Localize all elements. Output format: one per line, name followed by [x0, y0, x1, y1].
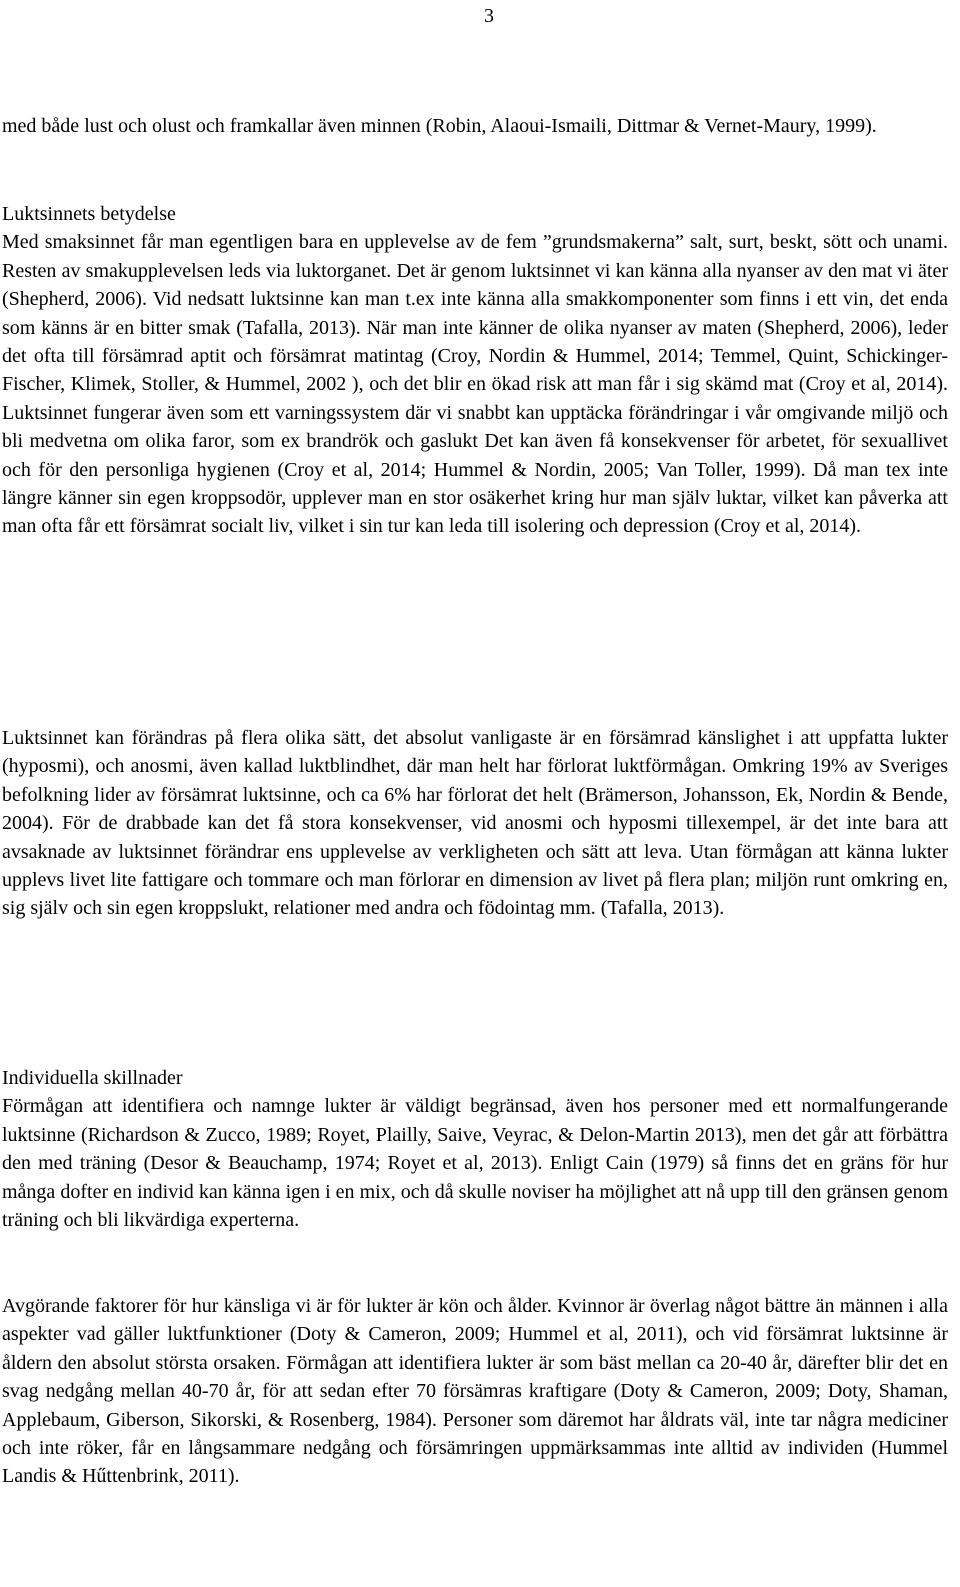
body-paragraph: Luktsinnet kan förändras på flera olika sätt, det absolut vanligaste är en försämrad känslighet i att uppfatta lukter (hyposmi), och anosmi, även kallad luktblindhet, där man helt har förlorat luktförmågan. Omkring 19% av Sveriges befolkning lider av försämrat luktsinne, och ca 6% har förlorat det helt (Brämerson, Johansson, Ek, Nordin & Bende, 2004). För de drabbade kan det få stora konsekvenser, vid anosmi och hyposmi tillexempel, är det inte bara att avsaknade av luktsinnet förändrar ens upplevelse av verkligheten och sätt att leva. Utan förmågan att känna lukter upplevs livet lite fattigare och tommare och man förlorar en dimension av livet på flera plan; miljön runt omkring en, sig själv och sin egen kroppslukt, relationer med andra och födointag mm. (Tafalla, 2013).: [2, 727, 948, 920]
body-paragraph: Förmågan att identifiera och namnge lukter är väldigt begränsad, även hos personer med ett normalfungerande luktsinne (Richardson & Zucco, 1989; Royet, Plailly, Saive, Veyrac, & Delon-Martin 2013), men det går att förbättra den med träning (Desor & Beauchamp, 1974; Royet et al, 2013). Enligt Cain (1979) så finns det en gräns för hur många dofter en individ kan känna igen i en mix, och då skulle noviser ha möjlighet att nå upp till den gränsen genom träning och bli likvärdiga experterna.: [2, 1095, 948, 1232]
section-luktsinnets-betydelse: [2, 200, 948, 541]
intro-paragraph: med både lust och olust och framkallar även minnen (Robin, Alaoui-Ismaili, Dittmar & Vernet-Maury, 1999).: [2, 115, 877, 137]
body-paragraph: Med smaksinnet får man egentligen bara en upplevelse av de fem ”grundsmakerna” salt, surt, beskt, sött och unami. Resten av smakupplevelsen leds via luktorganet. Det är genom luktsinnet vi kan känna alla nyanser av den mat vi äter (Shepherd, 2006). Vid nedsatt luktsinne kan man t.ex inte känna alla smakkomponenter som finns i ett vin, det enda som känns är en bitter smak (Tafalla, 2013). När man inte känner de olika nyanser av maten (Shepherd, 2006), leder det ofta till försämrad aptit och försämrat matintag (Croy, Nordin & Hummel, 2014; Temmel, Quint, Schickinger-Fischer, Klimek, Stoller, & Hummel, 2002 ), och det blir en ökad risk att man får i sig skämd mat (Croy et al, 2014). Luktsinnet fungerar även som ett varningssystem där vi snabbt kan upptäcka förändringar i vår omgivande miljö och bli medvetna om olika faror, som ex brandrök och gaslukt Det kan även få konsekvenser för arbetet, för sexuallivet och för den personliga hygienen (Croy et al, 2014; Hummel & Nordin, 2005; Van Toller, 1999). Då man tex inte längre känner sin egen kroppsodör, upplever man en stor osäkerhet kring hur man själv luktar, vilket kan påverka att man ofta får ett försämrat socialt liv, vilket i sin tur kan leda till isolering och depression (Croy et al, 2014).: [2, 231, 948, 538]
section-individuella-skillnader: [2, 1064, 948, 1234]
page-number: 3: [484, 5, 494, 27]
section-heading: Individuella skillnader: [2, 1067, 183, 1089]
section-heading: Luktsinnets betydelse: [2, 203, 176, 225]
body-paragraph: Avgörande faktorer för hur känsliga vi är för lukter är kön och ålder. Kvinnor är överlag något bättre än männen i alla aspekter vad gäller luktfunktioner (Doty & Cameron, 2009; Hummel et al, 2011), och vid försämrat luktsinne är åldern den absolut största orsaken. Förmågan att identifiera lukter är som bäst mellan ca 20-40 år, därefter blir det en svag nedgång mellan 40-70 år, för att sedan efter 70 försämras kraftigare (Doty & Cameron, 2009; Doty, Shaman, Applebaum, Giberson, Sikorski, & Rosenberg, 1984). Personer som däremot har åldrats väl, inte tar några mediciner och inte röker, får en långsammare nedgång och försämringen uppmärksammas inte alltid av individen (Hummel Landis & Hűttenbrink, 2011).: [2, 1295, 948, 1488]
